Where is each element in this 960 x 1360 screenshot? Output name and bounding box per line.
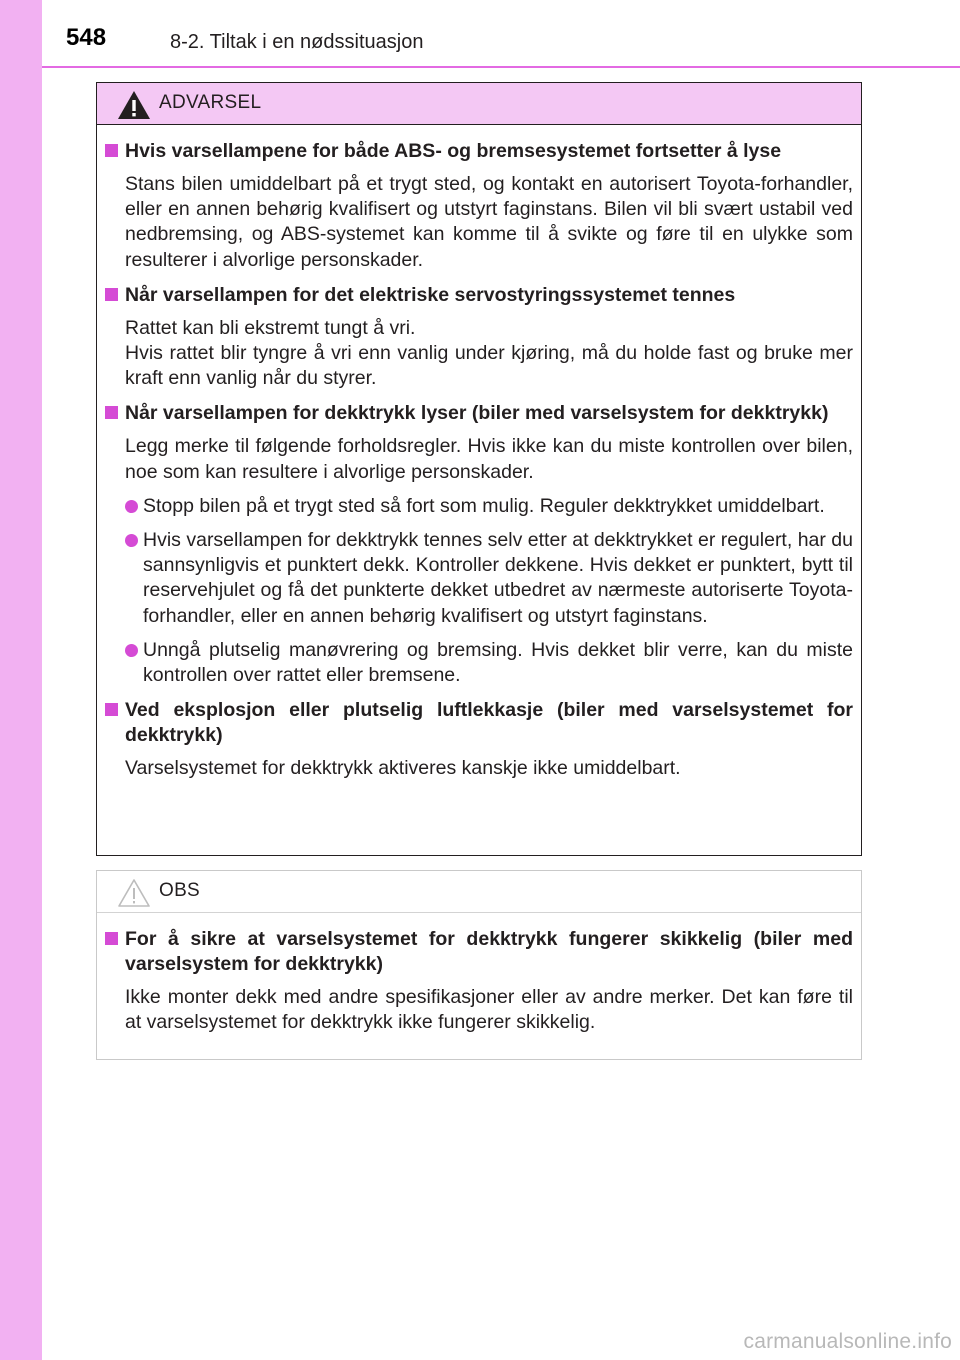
warning-section: [105, 698, 853, 781]
page-number: 548: [66, 24, 107, 51]
section-title: Når varsellampen for dekktrykk lyser (biler med varselsystem for dekktrykk): [105, 401, 853, 426]
section-title: Ved eksplosjon eller plutselig luftlekkasje (biler med varselsystemet for dekktrykk): [105, 698, 853, 748]
section-paragraph: Legg merke til følgende forholdsregler. Hvis ikke kan du miste kontrollen over bilen, noe som kan resultere i alvorlige personskader.: [125, 435, 853, 483]
chapter-side-band: [0, 0, 42, 1360]
notice-box-header: [97, 871, 861, 913]
section-paragraph: Ikke monter dekk med andre spesifikasjoner eller av andre merker. Det kan føre til at varselsystemet for dekktrykk ikke fungerer skikkelig.: [125, 986, 853, 1034]
warning-section: [105, 401, 853, 688]
square-bullet-icon: [105, 288, 118, 301]
square-bullet-icon: [105, 406, 118, 419]
bullet-item: Unngå plutselig manøvrering og bremsing. Hvis dekket blir verre, kan du miste kontrollen over rattet eller bremsene.: [105, 638, 853, 688]
round-bullet-icon: [125, 500, 138, 513]
section-paragraph: Rattet kan bli ekstremt tungt å vri.: [125, 316, 416, 339]
warning-triangle-icon: [117, 90, 151, 120]
section-paragraph: Varselsystemet for dekktrykk aktiveres kanskje ikke umiddelbart.: [125, 757, 681, 780]
notice-label: OBS: [159, 880, 201, 901]
section-paragraph: Stans bilen umiddelbart på et trygt sted, og kontakt en autorisert Toyota-forhandler, eller en annen behørig kvalifisert og utstyrt faginstans. Bilen vil bli svært ustabil ved nedbremsing, og ABS-systemet kan komme til å svikte og føre til en ulykke som resulterer i alvorlige personskader.: [125, 173, 853, 271]
bullet-item: Stopp bilen på et trygt sted så fort som mulig. Reguler dekktrykket umiddelbart.: [105, 494, 853, 519]
warning-box-body: [97, 125, 861, 781]
round-bullet-icon: [125, 534, 138, 547]
caution-outline-triangle-icon: [117, 878, 151, 908]
warning-section: [105, 283, 853, 392]
section-title: Når varsellampen for det elektriske servostyringssystemet tennes: [105, 283, 853, 308]
bullet-item: Hvis varsellampen for dekktrykk tennes selv etter at dekktrykket er regulert, har du sannsynligvis et punktert dekk. Kontroller dekkene. Hvis dekket er punktert, bytt til reservehjulet og få det punkterte dekket utbedret av nærmeste autoriserte Toyota-forhandler, eller en annen behørig kvalifisert og utstyrt faginstans.: [105, 528, 853, 629]
chapter-title: 8-2. Tiltak i en nødssituasjon: [170, 31, 424, 53]
warning-section: [105, 139, 853, 273]
square-bullet-icon: [105, 144, 118, 157]
round-bullet-icon: [125, 644, 138, 657]
section-title: Hvis varsellampene for både ABS- og bremsesystemet fortsetter å lyse: [105, 139, 853, 164]
notice-box-body: [97, 913, 861, 1035]
notice-box: [96, 870, 862, 1060]
header-rule: [42, 66, 960, 68]
square-bullet-icon: [105, 703, 118, 716]
warning-box: [96, 82, 862, 856]
warning-label: ADVARSEL: [159, 92, 262, 113]
section-title: For å sikre at varselsystemet for dekktrykk fungerer skikkelig (biler med varselsystem for dekktrykk): [105, 927, 853, 977]
section-paragraph: Hvis rattet blir tyngre å vri enn vanlig under kjøring, må du holde fast og bruke mer kraft enn vanlig når du styrer.: [125, 342, 853, 390]
notice-section: [105, 927, 853, 1035]
watermark: carmanualsonline.info: [743, 1330, 952, 1353]
square-bullet-icon: [105, 932, 118, 945]
warning-box-header: [97, 83, 861, 125]
